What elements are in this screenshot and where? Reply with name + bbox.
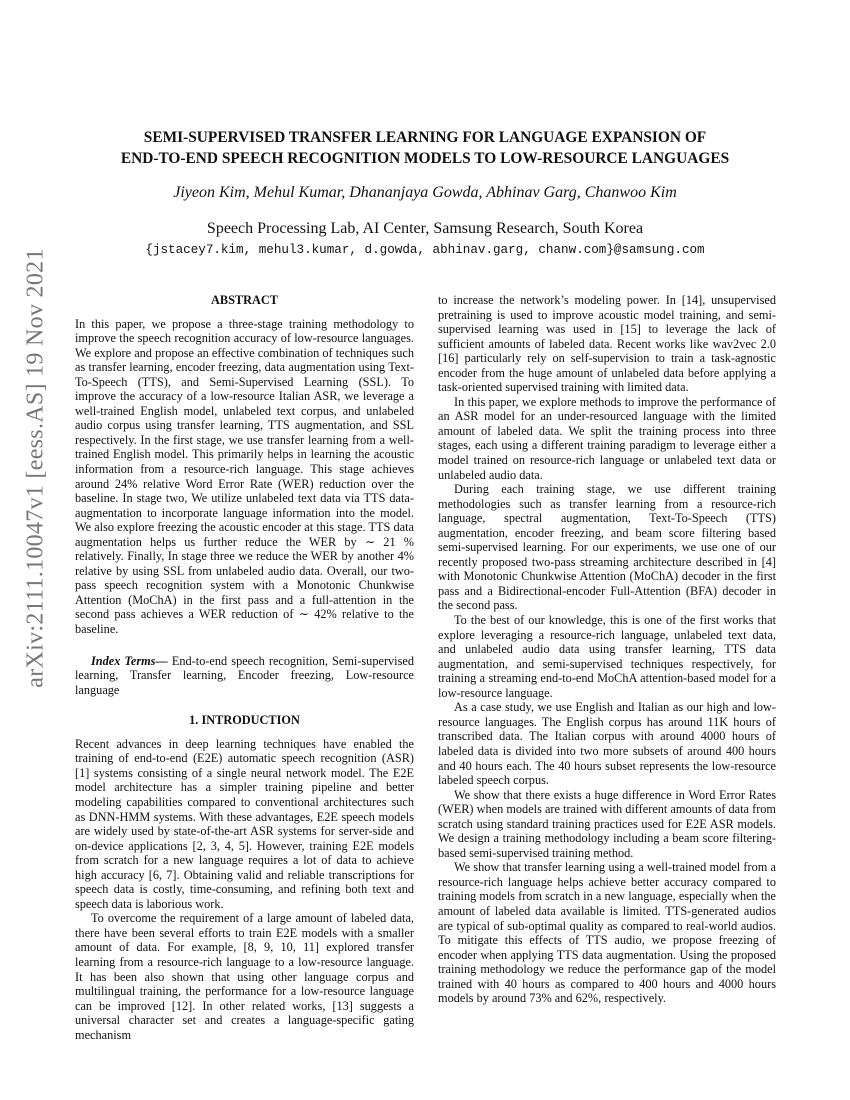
intro-paragraph-1: Recent advances in deep learning techniques have enabled the training of end-to-end (E2E) automatic speech recognition (ASR) [1] systems consisting of a single neural network model. The E2E model architecture has a simpler training pipeline and better modeling capabilities compared to conventional architectures such as DNN-HMM systems. With these advantages, E2E speech models are widely used by state-of-the-art ASR systems for server-side and on-device applications [2, 3, 4, 5]. However, training E2E models from scratch for a new language requires a lot of data to achieve high accuracy [6, 7]. Obtaining valid and reliable transcriptions for speech data is costly, time-consuming, and refining both text and speech data is laborious work. [75, 736, 414, 911]
left-column [75, 293, 414, 1042]
affiliation: Speech Processing Lab, AI Center, Samsung Research, South Korea [206, 220, 644, 237]
paper-title [75, 127, 775, 169]
intro-paragraph-3: to increase the network’s modeling power. In [14], unsupervised pretraining is used to improve acoustic model training, and semi-supervised learning was used in [15] to leverage the lack of sufficient amounts of labeled data. Recent works like wav2vec 2.0 [16] particularly rely on self-supervision to train a task-agnostic encoder from the huge amount of unlabeled data before applying a task-oriented supervised training with limited data. [438, 293, 776, 395]
intro-paragraph-6: To the best of our knowledge, this is one of the first works that explore leveraging a resource-rich language, unlabeled text data, and unlabeled audio data using transfer learning, TTS data augmentation, and semi-supervised techniques respectively, for training a streaming end-to-end MoChA attention-based model for a low-resource language. [438, 613, 776, 700]
title-line-2: END-TO-END SPEECH RECOGNITION MODELS TO LOW-RESOURCE LANGUAGES [120, 150, 730, 167]
author-emails: {jstacey7.kim, mehul3.kumar, d.gowda, abhinav.garg, chanw.com}@samsung.com [145, 243, 705, 257]
abstract-heading: ABSTRACT [211, 293, 278, 307]
arxiv-identifier: arXiv:2111.10047v1 [eess.AS] 19 Nov 2021 [22, 248, 49, 688]
author-list: Jiyeon Kim, Mehul Kumar, Dhananjaya Gowda, Abhinav Garg, Chanwoo Kim [173, 184, 677, 201]
intro-paragraph-2: To overcome the requirement of a large amount of labeled data, there have been several efforts to train E2E models with a smaller amount of data. For example, [8, 9, 10, 11] explored transfer learning from a resource-rich language to a low-resource language. It has been also shown that using other language corpus and multilingual training, the performance for a low-resource language can be improved [12]. In other related works, [13] suggests a universal character set and creates a language-specific gating mechanism [75, 911, 414, 1042]
abstract-text: In this paper, we propose a three-stage training methodology to improve the speech recognition accuracy of low-resource languages. We explore and propose an effective combination of techniques such as transfer learning, encoder freezing, data augmentation using Text-To-Speech (TTS), and Semi-Supervised Learning (SSL). To improve the accuracy of a low-resource Italian ASR, we leverage a well-trained English model, unlabeled text corpus, and unlabeled audio corpus using transfer learning, TTS augmentation, and SSL respectively. In the first stage, we use transfer learning from a well-trained English model. This primarily helps in learning the acoustic information from a resource-rich language. This stage achieves around 24% relative Word Error Rate (WER) reduction over the baseline. In stage two, We utilize unlabeled text data via TTS data-augmentation to incorporate language information into the model. We also explore freezing the acoustic encoder at this stage. TTS data augmentation helps us further reduce the WER by ∼ 21 % relatively. Finally, In stage three we reduce the WER by another 4% relative by using SSL from unlabeled audio data. Overall, our two-pass speech recognition system with a Monotonic Chunkwise Attention (MoChA) in the first pass and a full-attention in the second pass achieves a WER reduction of ∼ 42% relative to the baseline. [75, 316, 414, 637]
arxiv-sidebar [0, 0, 75, 1100]
intro-paragraph-8: We show that there exists a huge difference in Word Error Rates (WER) when models are trained with different amounts of data from scratch using standard training practices used for E2E ASR models. We design a training methodology including a beam score filtering-based semi-supervised training method. [438, 787, 776, 860]
right-column [438, 293, 776, 1006]
index-terms-text: End-to-end speech recognition, Semi-supervised learning, Transfer learning, Encoder freezing, Low-resource language [75, 653, 414, 697]
index-terms-label: Index Terms— [91, 653, 168, 668]
title-line-1: SEMI-SUPERVISED TRANSFER LEARNING FOR LANGUAGE EXPANSION OF [143, 129, 707, 146]
index-terms [75, 654, 414, 698]
intro-paragraph-7: As a case study, we use English and Italian as our high and low-resource languages. The English corpus has around 11K hours of transcribed data. The Italian corpus with around 4000 hours of labeled data is divided into two more subsets of around 400 hours and 40 hours each. The 40 hours subset represents the low-resource labeled speech corpus. [438, 700, 776, 788]
introduction-heading: 1. INTRODUCTION [189, 713, 300, 728]
intro-paragraph-4: In this paper, we explore methods to improve the performance of an ASR model for an under-resourced language with the limited amount of labeled data. We split the training process into three stages, each using a different training paradigm to leverage either a model trained on resource-rich language or unlabeled text data or unlabeled audio data. [438, 394, 776, 482]
intro-paragraph-9: We show that transfer learning using a well-trained model from a resource-rich language helps achieve better accuracy compared to training models from scratch in a new language, especially when the amount of labeled data available is limited. TTS-generated audios are typical of sub-optimal quality as compared to real-world audios. To mitigate this effects of TTS audio, we propose freezing of encoder when applying TTS data augmentation. Using the proposed training methodology we reduce the performance gap of the model trained with 40 hours as compared to 400 hours and 4000 hours models by around 73% and 62%, respectively. [438, 860, 776, 1006]
intro-paragraph-5: During each training stage, we use different training methodologies such as transfer learning from a resource-rich language, spectral augmentation, Text-To-Speech (TTS) augmentation, encoder freezing, and beam score filtering based semi-supervised learning. For our experiments, we use one of our recently proposed two-pass streaming architecture described in [4] with Monotonic Chunkwise Attention (MoChA) decoder in the first pass and a Bidirectional-encoder Full-Attention (BFA) decoder in the second pass. [438, 482, 776, 613]
